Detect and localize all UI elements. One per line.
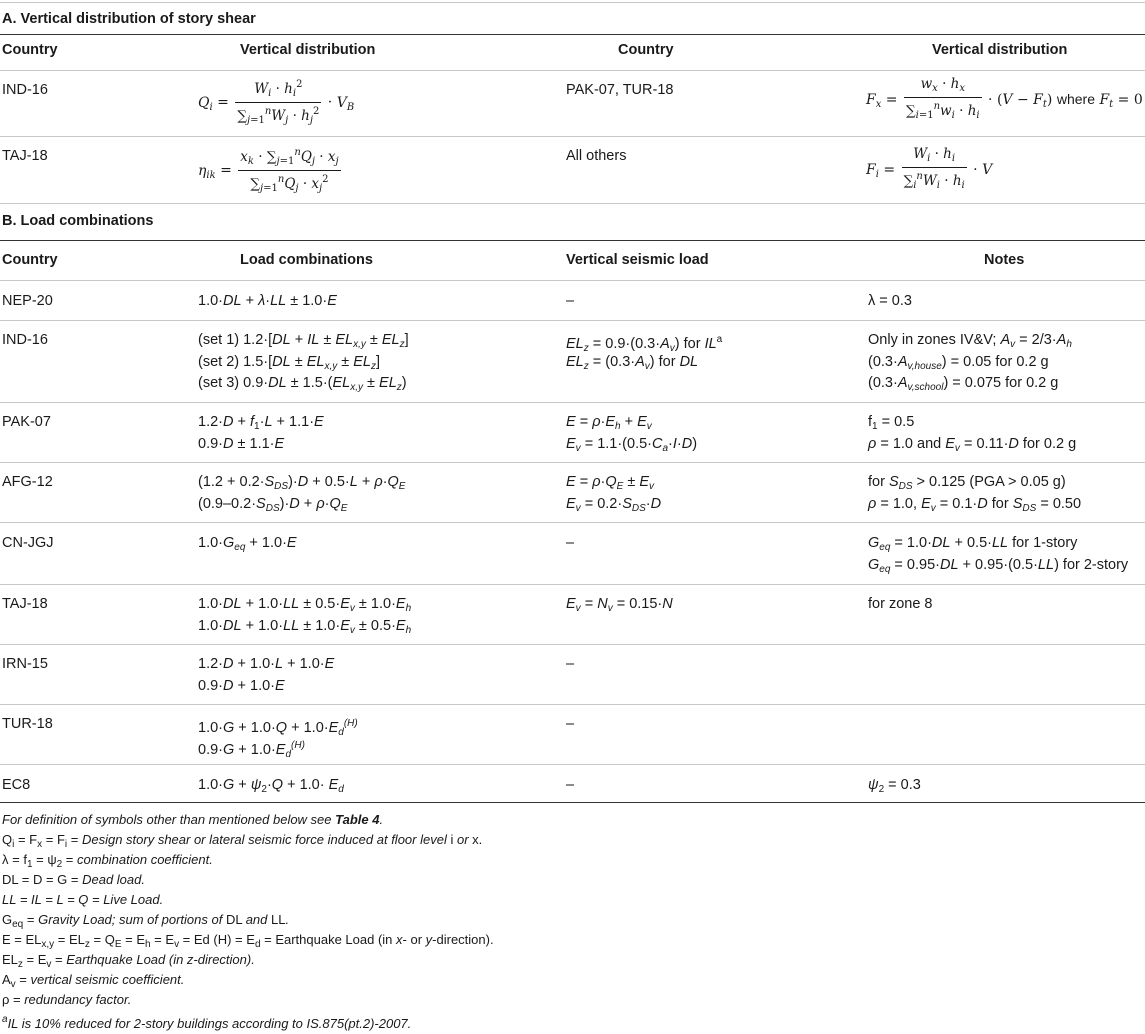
footnote: ρ = redundancy factor. — [2, 992, 132, 1007]
formula-ind16: $Q_i$ = $\frac{W_i \cdot h_i^2}{\sum_{j=1}^nW_j \cdot h_j^2}$ · $V_B$ — [198, 76, 354, 129]
vertical-seismic-load: $E_v = N_v = 0.15\cdot N$ — [566, 596, 673, 614]
footnote: LL = IL = L = Q = Live Load. — [2, 892, 164, 907]
vertical-seismic-load: $E = \rho\cdot E_h + E_v$ — [566, 414, 652, 432]
header-vertical-distribution-2: Vertical distribution — [932, 42, 1068, 58]
load-combination: 1.2·D + 1.0·L + 1.0·E — [198, 656, 335, 672]
row-rule — [0, 320, 1145, 321]
formula-others: $F_i$ = $\frac{W_i \cdot h_i}{\sum_i^nW_i \cdot h_i}$ · V — [866, 146, 993, 191]
header-load-combinations: Load combinations — [240, 252, 373, 268]
section-b-title: B. Load combinations — [2, 213, 154, 229]
vertical-seismic-load: $E = \rho\cdot Q_E \pm E_v$ — [566, 474, 654, 492]
notes-cell: $f_1 = 0.5$ — [868, 414, 915, 432]
load-combination: $1.0\cdot DL + 1.0\cdot LL \pm 1.0\cdot E_v \pm 0.5\cdot E_h$ — [198, 618, 412, 636]
footnote: $G_{eq}$ = Gravity Load; sum of portions of DL and LL. — [2, 912, 290, 930]
footnote: $E = EL_{x,y} = EL_z = Q_E = E_h = E_v = Ed$ $(H) = E_d$ = Earthquake Load (in x- or y-direction). — [2, 932, 494, 950]
header-vertical-seismic-load: Vertical seismic load — [566, 252, 709, 268]
load-combination: $0.9\cdot G + 1.0\cdot E_d^{(H)}$ — [198, 740, 305, 760]
section-a-rule — [0, 34, 1145, 35]
country-cell: CN-JGJ — [2, 535, 54, 551]
header-vertical-distribution: Vertical distribution — [240, 42, 376, 58]
footnote: $A_v$ = vertical seismic coefficient. — [2, 972, 185, 990]
header-country: Country — [2, 252, 58, 268]
footnote: $\lambda = f_1 = \psi_2$ = combination coefficient. — [2, 852, 213, 870]
load-combination: $(0.9-0.2\cdot S_{DS})\cdot D + \rho\cdot Q_E$ — [198, 496, 348, 514]
header-rule — [0, 280, 1145, 281]
top-rule — [0, 2, 1145, 3]
vertical-seismic-load: – — [566, 293, 575, 309]
load-combination: (set 3) $0.9\cdot DL \pm 1.5\cdot(EL_{x,y} \pm EL_z)$ — [198, 375, 407, 393]
load-combination: $1.0\cdot G + \psi_2\cdot Q + 1.0\cdot E_d$ — [198, 777, 344, 795]
vertical-seismic-load: $EL_z = (0.3\cdot A_v)$ for DL — [566, 354, 699, 372]
load-combination: $1.0\cdot G_{eq} + 1.0\cdot E$ — [198, 535, 297, 553]
header-rule — [0, 70, 1145, 71]
row-rule — [0, 522, 1145, 523]
vertical-seismic-load: $E_v = 1.1\cdot(0.5\cdot C_a\cdot I\cdot D)$ — [566, 436, 698, 454]
country-cell-2: All others — [566, 148, 627, 164]
country-cell: PAK-07 — [2, 414, 51, 430]
notes-cell: $(0.3\cdot A_{v,school}) = 0.075$ for 0.2 g — [868, 375, 1059, 393]
row-rule — [0, 704, 1145, 705]
formula-taj18: $\eta_{ik}$ = $\frac{x_k \cdot \sum_{j=1}^nQ_j \cdot x_j}{\sum_{j=1}^nQ_j \cdot x_j^2}$ — [198, 144, 343, 197]
load-combination: 0.9·D + 1.0·E — [198, 678, 285, 694]
footnote: $EL_z = E_v$ = Earthquake Load (in z-direction). — [2, 952, 255, 970]
notes-cell: $G_{eq} = 1.0\cdot DL + 0.5\cdot LL$ for 1-story — [868, 535, 1078, 553]
notes-cell: $\psi_2 = 0.3$ — [868, 777, 921, 795]
load-combination: $1.0\cdot DL + 1.0\cdot LL \pm 0.5\cdot E_v \pm 1.0\cdot E_h$ — [198, 596, 412, 614]
country-cell: TAJ-18 — [2, 596, 48, 612]
country-cell: NEP-20 — [2, 293, 53, 309]
country-cell: TAJ-18 — [2, 148, 48, 164]
country-cell: IND-16 — [2, 82, 48, 98]
notes-cell: $(0.3\cdot A_{v,house}) = 0.05$ for 0.2 g — [868, 354, 1049, 372]
header-country-2: Country — [618, 42, 674, 58]
country-cell: IND-16 — [2, 332, 48, 348]
row-rule — [0, 136, 1145, 137]
notes-cell: $G_{eq} = 0.95\cdot DL + 0.95\cdot(0.5\cdot LL)$ for 2-story — [868, 557, 1129, 575]
row-rule — [0, 203, 1145, 204]
row-rule — [0, 462, 1145, 463]
load-combination: $1.2\cdot D + f_1\cdot L + 1.1\cdot E$ — [198, 414, 324, 432]
row-rule — [0, 764, 1145, 765]
load-combination: 0.9·D ± 1.1·E — [198, 436, 285, 452]
country-cell: TUR-18 — [2, 716, 53, 732]
footnote: For definition of symbols other than mentioned below see Table 4. — [2, 812, 384, 827]
country-cell: AFG-12 — [2, 474, 53, 490]
footnote: DL = D = G = Dead load. — [2, 872, 145, 887]
header-country: Country — [2, 42, 58, 58]
row-rule — [0, 584, 1145, 585]
row-rule — [0, 644, 1145, 645]
vertical-seismic-load: $E_v = 0.2\cdot S_{DS}\cdot D$ — [566, 496, 662, 514]
formula-pak07: $F_x$ = $\frac{w_x \cdot h_x}{\sum_{i=1}^nw_i \cdot h_i}$ · $(V - F_t)$ where $F_t = 0$ — [866, 76, 1143, 121]
notes-cell: λ = 0.3 — [868, 293, 912, 309]
vertical-seismic-load: – — [566, 777, 575, 793]
footnote: $Q_i = F_x = F_i$ = Design story shear or lateral seismic force induced at floor level i or x. — [2, 832, 483, 850]
section-a-title: A. Vertical distribution of story shear — [2, 11, 256, 27]
country-cell: EC8 — [2, 777, 31, 793]
section-b-rule — [0, 240, 1145, 241]
country-cell: IRN-15 — [2, 656, 48, 672]
vertical-seismic-load: – — [566, 535, 575, 551]
notes-cell: for $S_{DS} > 0.125$ (PGA > 0.05 g) — [868, 474, 1066, 492]
notes-cell: for zone 8 — [868, 596, 933, 612]
load-combination: (set 2) $1.5\cdot[DL \pm EL_{x,y} \pm EL_z]$ — [198, 354, 381, 372]
load-combination: $(1.2 + 0.2\cdot S_{DS})\cdot D + 0.5\cdot L + \rho\cdot Q_E$ — [198, 474, 406, 492]
country-cell-2: PAK-07, TUR-18 — [566, 82, 674, 98]
load-combination: $1.0\cdot G + 1.0\cdot Q + 1.0\cdot E_d^{(H)}$ — [198, 718, 358, 738]
header-notes: Notes — [984, 252, 1025, 268]
notes-cell: ρ = 1.0 and $E_v = 0.11\cdot D$ for 0.2 g — [868, 436, 1077, 454]
vertical-seismic-load: – — [566, 656, 575, 672]
notes-cell: ρ = 1.0, $E_v = 0.1\cdot D$ for $S_{DS} = 0.50$ — [868, 496, 1082, 514]
row-rule — [0, 402, 1145, 403]
footnote: $^a$IL is 10% reduced for 2-story buildings according to IS.875(pt.2)-2007. — [2, 1014, 412, 1031]
load-combination: 1.0·DL + λ·LL ± 1.0·E — [198, 293, 337, 309]
vertical-seismic-load: – — [566, 716, 575, 732]
table-bottom-rule — [0, 802, 1145, 803]
load-combination: (set 1) 1.2·[DL + IL ± $EL_{x,y} \pm EL_z$] — [198, 332, 409, 350]
notes-cell: Only in zones IV&V; $A_v = 2/3\cdot A_h$ — [868, 332, 1072, 350]
vertical-seismic-load: $EL_z = 0.9\cdot(0.3\cdot A_v)$ for $IL^a$ — [566, 334, 723, 354]
